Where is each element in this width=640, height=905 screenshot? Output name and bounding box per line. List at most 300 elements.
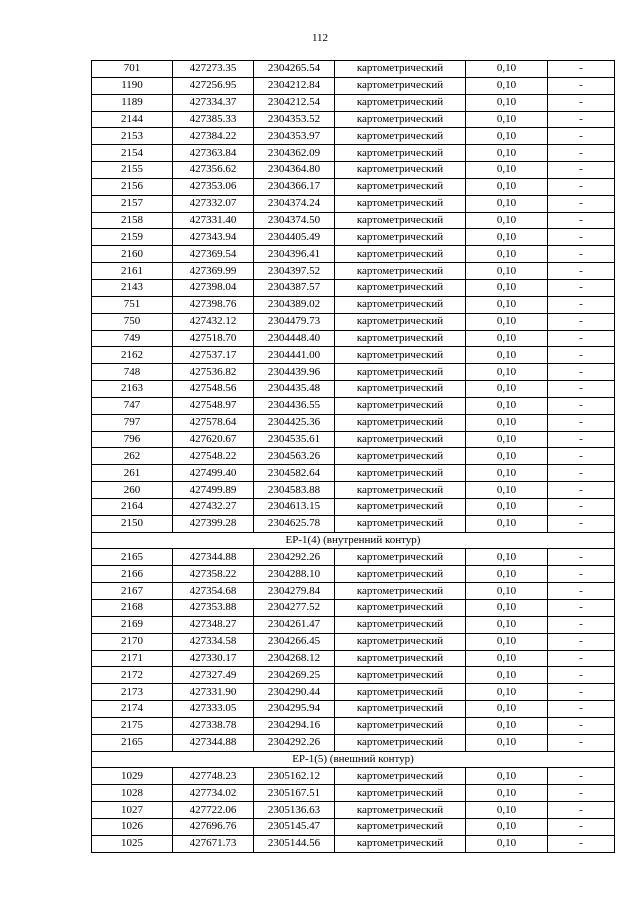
note-cell: - bbox=[548, 818, 615, 835]
note-cell: - bbox=[548, 61, 615, 78]
note-cell: - bbox=[548, 195, 615, 212]
precision-cell: 0,10 bbox=[466, 768, 548, 785]
y-coordinate-cell: 2305145.47 bbox=[254, 818, 335, 835]
y-coordinate-cell: 2304625.78 bbox=[254, 515, 335, 532]
table-row bbox=[92, 785, 615, 802]
point-number-cell: 749 bbox=[92, 330, 173, 347]
y-coordinate-cell: 2305144.56 bbox=[254, 835, 335, 852]
table-row bbox=[92, 633, 615, 650]
section-header-row bbox=[92, 751, 615, 768]
y-coordinate-cell: 2304374.24 bbox=[254, 195, 335, 212]
note-cell: - bbox=[548, 650, 615, 667]
method-cell: картометрический bbox=[335, 566, 466, 583]
precision-cell: 0,10 bbox=[466, 717, 548, 734]
method-cell: картометрический bbox=[335, 296, 466, 313]
table-row bbox=[92, 701, 615, 718]
precision-cell: 0,10 bbox=[466, 549, 548, 566]
table-row bbox=[92, 246, 615, 263]
table-row bbox=[92, 381, 615, 398]
precision-cell: 0,10 bbox=[466, 364, 548, 381]
precision-cell: 0,10 bbox=[466, 414, 548, 431]
note-cell: - bbox=[548, 313, 615, 330]
note-cell: - bbox=[548, 246, 615, 263]
point-number-cell: 2157 bbox=[92, 195, 173, 212]
x-coordinate-cell: 427344.88 bbox=[173, 549, 254, 566]
note-cell: - bbox=[548, 448, 615, 465]
table-row bbox=[92, 616, 615, 633]
x-coordinate-cell: 427748.23 bbox=[173, 768, 254, 785]
method-cell: картометрический bbox=[335, 600, 466, 617]
method-cell: картометрический bbox=[335, 482, 466, 499]
x-coordinate-cell: 427537.17 bbox=[173, 347, 254, 364]
method-cell: картометрический bbox=[335, 414, 466, 431]
y-coordinate-cell: 2304436.55 bbox=[254, 397, 335, 414]
method-cell: картометрический bbox=[335, 229, 466, 246]
method-cell: картометрический bbox=[335, 431, 466, 448]
y-coordinate-cell: 2304212.54 bbox=[254, 94, 335, 111]
table-row bbox=[92, 364, 615, 381]
point-number-cell: 750 bbox=[92, 313, 173, 330]
y-coordinate-cell: 2305136.63 bbox=[254, 802, 335, 819]
precision-cell: 0,10 bbox=[466, 111, 548, 128]
y-coordinate-cell: 2305167.51 bbox=[254, 785, 335, 802]
y-coordinate-cell: 2304389.02 bbox=[254, 296, 335, 313]
point-number-cell: 1025 bbox=[92, 835, 173, 852]
x-coordinate-cell: 427348.27 bbox=[173, 616, 254, 633]
x-coordinate-cell: 427353.06 bbox=[173, 178, 254, 195]
note-cell: - bbox=[548, 566, 615, 583]
point-number-cell: 1026 bbox=[92, 818, 173, 835]
precision-cell: 0,10 bbox=[466, 616, 548, 633]
method-cell: картометрический bbox=[335, 734, 466, 751]
y-coordinate-cell: 2304212.84 bbox=[254, 77, 335, 94]
y-coordinate-cell: 2304396.41 bbox=[254, 246, 335, 263]
table-row bbox=[92, 279, 615, 296]
x-coordinate-cell: 427671.73 bbox=[173, 835, 254, 852]
y-coordinate-cell: 2304374.50 bbox=[254, 212, 335, 229]
precision-cell: 0,10 bbox=[466, 279, 548, 296]
point-number-cell: 797 bbox=[92, 414, 173, 431]
method-cell: картометрический bbox=[335, 768, 466, 785]
x-coordinate-cell: 427722.06 bbox=[173, 802, 254, 819]
point-number-cell: 260 bbox=[92, 482, 173, 499]
precision-cell: 0,10 bbox=[466, 684, 548, 701]
x-coordinate-cell: 427354.68 bbox=[173, 583, 254, 600]
table-row bbox=[92, 717, 615, 734]
precision-cell: 0,10 bbox=[466, 448, 548, 465]
method-cell: картометрический bbox=[335, 212, 466, 229]
method-cell: картометрический bbox=[335, 448, 466, 465]
table-row bbox=[92, 178, 615, 195]
table-row bbox=[92, 162, 615, 179]
point-number-cell: 748 bbox=[92, 364, 173, 381]
page-number: 112 bbox=[311, 32, 329, 44]
x-coordinate-cell: 427338.78 bbox=[173, 717, 254, 734]
note-cell: - bbox=[548, 77, 615, 94]
x-coordinate-cell: 427620.67 bbox=[173, 431, 254, 448]
y-coordinate-cell: 2304294.16 bbox=[254, 717, 335, 734]
method-cell: картометрический bbox=[335, 835, 466, 852]
y-coordinate-cell: 2304292.26 bbox=[254, 549, 335, 566]
point-number-cell: 2175 bbox=[92, 717, 173, 734]
precision-cell: 0,10 bbox=[466, 128, 548, 145]
method-cell: картометрический bbox=[335, 111, 466, 128]
note-cell: - bbox=[548, 717, 615, 734]
y-coordinate-cell: 2304266.45 bbox=[254, 633, 335, 650]
precision-cell: 0,10 bbox=[466, 246, 548, 263]
y-coordinate-cell: 2304448.40 bbox=[254, 330, 335, 347]
point-number-cell: 2158 bbox=[92, 212, 173, 229]
table-row bbox=[92, 77, 615, 94]
y-coordinate-cell: 2304292.26 bbox=[254, 734, 335, 751]
note-cell: - bbox=[548, 296, 615, 313]
point-number-cell: 1029 bbox=[92, 768, 173, 785]
table-row bbox=[92, 145, 615, 162]
point-number-cell: 2150 bbox=[92, 515, 173, 532]
precision-cell: 0,10 bbox=[466, 330, 548, 347]
point-number-cell: 796 bbox=[92, 431, 173, 448]
y-coordinate-cell: 2304441.00 bbox=[254, 347, 335, 364]
point-number-cell: 2144 bbox=[92, 111, 173, 128]
point-number-cell: 1028 bbox=[92, 785, 173, 802]
table-row bbox=[92, 768, 615, 785]
table-row bbox=[92, 128, 615, 145]
point-number-cell: 2165 bbox=[92, 549, 173, 566]
precision-cell: 0,10 bbox=[466, 212, 548, 229]
method-cell: картометрический bbox=[335, 684, 466, 701]
note-cell: - bbox=[548, 279, 615, 296]
table-row bbox=[92, 263, 615, 280]
method-cell: картометрический bbox=[335, 633, 466, 650]
method-cell: картометрический bbox=[335, 549, 466, 566]
note-cell: - bbox=[548, 431, 615, 448]
y-coordinate-cell: 2304279.84 bbox=[254, 583, 335, 600]
table-row bbox=[92, 414, 615, 431]
note-cell: - bbox=[548, 835, 615, 852]
point-number-cell: 2171 bbox=[92, 650, 173, 667]
table-row bbox=[92, 734, 615, 751]
note-cell: - bbox=[548, 600, 615, 617]
x-coordinate-cell: 427548.97 bbox=[173, 397, 254, 414]
y-coordinate-cell: 2304405.49 bbox=[254, 229, 335, 246]
x-coordinate-cell: 427256.95 bbox=[173, 77, 254, 94]
point-number-cell: 2172 bbox=[92, 667, 173, 684]
precision-cell: 0,10 bbox=[466, 313, 548, 330]
point-number-cell: 262 bbox=[92, 448, 173, 465]
precision-cell: 0,10 bbox=[466, 802, 548, 819]
x-coordinate-cell: 427398.76 bbox=[173, 296, 254, 313]
method-cell: картометрический bbox=[335, 583, 466, 600]
note-cell: - bbox=[548, 381, 615, 398]
section-title: ЕР-1(5) (внешний контур) bbox=[92, 751, 615, 768]
table-row bbox=[92, 600, 615, 617]
y-coordinate-cell: 2304288.10 bbox=[254, 566, 335, 583]
point-number-cell: 2154 bbox=[92, 145, 173, 162]
x-coordinate-cell: 427369.99 bbox=[173, 263, 254, 280]
table-row bbox=[92, 482, 615, 499]
point-number-cell: 2170 bbox=[92, 633, 173, 650]
point-number-cell: 2155 bbox=[92, 162, 173, 179]
coordinates-table bbox=[91, 60, 615, 853]
method-cell: картометрический bbox=[335, 397, 466, 414]
x-coordinate-cell: 427432.12 bbox=[173, 313, 254, 330]
x-coordinate-cell: 427332.07 bbox=[173, 195, 254, 212]
method-cell: картометрический bbox=[335, 785, 466, 802]
method-cell: картометрический bbox=[335, 701, 466, 718]
method-cell: картометрический bbox=[335, 128, 466, 145]
x-coordinate-cell: 427331.40 bbox=[173, 212, 254, 229]
table-row bbox=[92, 583, 615, 600]
precision-cell: 0,10 bbox=[466, 263, 548, 280]
table-row bbox=[92, 498, 615, 515]
method-cell: картометрический bbox=[335, 279, 466, 296]
y-coordinate-cell: 2304265.54 bbox=[254, 61, 335, 78]
y-coordinate-cell: 2304290.44 bbox=[254, 684, 335, 701]
precision-cell: 0,10 bbox=[466, 734, 548, 751]
table-row bbox=[92, 802, 615, 819]
table-row bbox=[92, 684, 615, 701]
precision-cell: 0,10 bbox=[466, 482, 548, 499]
y-coordinate-cell: 2304387.57 bbox=[254, 279, 335, 296]
y-coordinate-cell: 2304439.96 bbox=[254, 364, 335, 381]
point-number-cell: 701 bbox=[92, 61, 173, 78]
note-cell: - bbox=[548, 734, 615, 751]
precision-cell: 0,10 bbox=[466, 145, 548, 162]
point-number-cell: 747 bbox=[92, 397, 173, 414]
note-cell: - bbox=[548, 212, 615, 229]
x-coordinate-cell: 427334.37 bbox=[173, 94, 254, 111]
note-cell: - bbox=[548, 94, 615, 111]
y-coordinate-cell: 2304435.48 bbox=[254, 381, 335, 398]
precision-cell: 0,10 bbox=[466, 583, 548, 600]
y-coordinate-cell: 2304353.97 bbox=[254, 128, 335, 145]
note-cell: - bbox=[548, 515, 615, 532]
point-number-cell: 2161 bbox=[92, 263, 173, 280]
method-cell: картометрический bbox=[335, 246, 466, 263]
x-coordinate-cell: 427334.58 bbox=[173, 633, 254, 650]
x-coordinate-cell: 427369.54 bbox=[173, 246, 254, 263]
table-row bbox=[92, 465, 615, 482]
point-number-cell: 2160 bbox=[92, 246, 173, 263]
method-cell: картометрический bbox=[335, 667, 466, 684]
note-cell: - bbox=[548, 684, 615, 701]
x-coordinate-cell: 427353.88 bbox=[173, 600, 254, 617]
precision-cell: 0,10 bbox=[466, 178, 548, 195]
method-cell: картометрический bbox=[335, 717, 466, 734]
precision-cell: 0,10 bbox=[466, 600, 548, 617]
x-coordinate-cell: 427499.89 bbox=[173, 482, 254, 499]
table-row bbox=[92, 347, 615, 364]
method-cell: картометрический bbox=[335, 94, 466, 111]
note-cell: - bbox=[548, 465, 615, 482]
method-cell: картометрический bbox=[335, 178, 466, 195]
point-number-cell: 2164 bbox=[92, 498, 173, 515]
precision-cell: 0,10 bbox=[466, 650, 548, 667]
precision-cell: 0,10 bbox=[466, 633, 548, 650]
note-cell: - bbox=[548, 482, 615, 499]
table-row bbox=[92, 515, 615, 532]
note-cell: - bbox=[548, 549, 615, 566]
x-coordinate-cell: 427734.02 bbox=[173, 785, 254, 802]
point-number-cell: 2169 bbox=[92, 616, 173, 633]
method-cell: картометрический bbox=[335, 650, 466, 667]
point-number-cell: 2143 bbox=[92, 279, 173, 296]
note-cell: - bbox=[548, 162, 615, 179]
table-row bbox=[92, 566, 615, 583]
point-number-cell: 1190 bbox=[92, 77, 173, 94]
method-cell: картометрический bbox=[335, 347, 466, 364]
point-number-cell: 1027 bbox=[92, 802, 173, 819]
method-cell: картометрический bbox=[335, 330, 466, 347]
note-cell: - bbox=[548, 347, 615, 364]
y-coordinate-cell: 2304397.52 bbox=[254, 263, 335, 280]
x-coordinate-cell: 427330.17 bbox=[173, 650, 254, 667]
precision-cell: 0,10 bbox=[466, 515, 548, 532]
y-coordinate-cell: 2304364.80 bbox=[254, 162, 335, 179]
method-cell: картометрический bbox=[335, 61, 466, 78]
note-cell: - bbox=[548, 701, 615, 718]
table-row bbox=[92, 330, 615, 347]
y-coordinate-cell: 2304295.94 bbox=[254, 701, 335, 718]
y-coordinate-cell: 2304362.09 bbox=[254, 145, 335, 162]
note-cell: - bbox=[548, 802, 615, 819]
y-coordinate-cell: 2304613.15 bbox=[254, 498, 335, 515]
x-coordinate-cell: 427273.35 bbox=[173, 61, 254, 78]
point-number-cell: 2159 bbox=[92, 229, 173, 246]
precision-cell: 0,10 bbox=[466, 835, 548, 852]
table-row bbox=[92, 650, 615, 667]
precision-cell: 0,10 bbox=[466, 667, 548, 684]
method-cell: картометрический bbox=[335, 313, 466, 330]
point-number-cell: 2168 bbox=[92, 600, 173, 617]
method-cell: картометрический bbox=[335, 616, 466, 633]
point-number-cell: 2173 bbox=[92, 684, 173, 701]
method-cell: картометрический bbox=[335, 465, 466, 482]
point-number-cell: 2162 bbox=[92, 347, 173, 364]
point-number-cell: 1189 bbox=[92, 94, 173, 111]
y-coordinate-cell: 2305162.12 bbox=[254, 768, 335, 785]
table-row bbox=[92, 212, 615, 229]
note-cell: - bbox=[548, 667, 615, 684]
y-coordinate-cell: 2304479.73 bbox=[254, 313, 335, 330]
x-coordinate-cell: 427385.33 bbox=[173, 111, 254, 128]
x-coordinate-cell: 427578.64 bbox=[173, 414, 254, 431]
x-coordinate-cell: 427432.27 bbox=[173, 498, 254, 515]
point-number-cell: 2156 bbox=[92, 178, 173, 195]
precision-cell: 0,10 bbox=[466, 347, 548, 364]
x-coordinate-cell: 427343.94 bbox=[173, 229, 254, 246]
x-coordinate-cell: 427327.49 bbox=[173, 667, 254, 684]
note-cell: - bbox=[548, 330, 615, 347]
table-row bbox=[92, 229, 615, 246]
section-header-row bbox=[92, 532, 615, 549]
note-cell: - bbox=[548, 111, 615, 128]
table-row bbox=[92, 397, 615, 414]
y-coordinate-cell: 2304261.47 bbox=[254, 616, 335, 633]
method-cell: картометрический bbox=[335, 498, 466, 515]
x-coordinate-cell: 427344.88 bbox=[173, 734, 254, 751]
precision-cell: 0,10 bbox=[466, 61, 548, 78]
point-number-cell: 2167 bbox=[92, 583, 173, 600]
x-coordinate-cell: 427399.28 bbox=[173, 515, 254, 532]
table-row bbox=[92, 549, 615, 566]
point-number-cell: 2165 bbox=[92, 734, 173, 751]
x-coordinate-cell: 427536.82 bbox=[173, 364, 254, 381]
precision-cell: 0,10 bbox=[466, 431, 548, 448]
y-coordinate-cell: 2304535.61 bbox=[254, 431, 335, 448]
x-coordinate-cell: 427363.84 bbox=[173, 145, 254, 162]
y-coordinate-cell: 2304353.52 bbox=[254, 111, 335, 128]
x-coordinate-cell: 427356.62 bbox=[173, 162, 254, 179]
x-coordinate-cell: 427548.22 bbox=[173, 448, 254, 465]
precision-cell: 0,10 bbox=[466, 818, 548, 835]
note-cell: - bbox=[548, 768, 615, 785]
note-cell: - bbox=[548, 178, 615, 195]
coordinates-table-body bbox=[92, 61, 615, 853]
x-coordinate-cell: 427333.05 bbox=[173, 701, 254, 718]
note-cell: - bbox=[548, 364, 615, 381]
note-cell: - bbox=[548, 397, 615, 414]
precision-cell: 0,10 bbox=[466, 296, 548, 313]
table-row bbox=[92, 313, 615, 330]
table-row bbox=[92, 61, 615, 78]
note-cell: - bbox=[548, 583, 615, 600]
y-coordinate-cell: 2304563.26 bbox=[254, 448, 335, 465]
precision-cell: 0,10 bbox=[466, 465, 548, 482]
method-cell: картометрический bbox=[335, 162, 466, 179]
method-cell: картометрический bbox=[335, 195, 466, 212]
precision-cell: 0,10 bbox=[466, 195, 548, 212]
y-coordinate-cell: 2304366.17 bbox=[254, 178, 335, 195]
precision-cell: 0,10 bbox=[466, 229, 548, 246]
x-coordinate-cell: 427518.70 bbox=[173, 330, 254, 347]
precision-cell: 0,10 bbox=[466, 701, 548, 718]
method-cell: картометрический bbox=[335, 145, 466, 162]
method-cell: картометрический bbox=[335, 381, 466, 398]
y-coordinate-cell: 2304269.25 bbox=[254, 667, 335, 684]
note-cell: - bbox=[548, 616, 615, 633]
x-coordinate-cell: 427499.40 bbox=[173, 465, 254, 482]
table-row bbox=[92, 667, 615, 684]
point-number-cell: 751 bbox=[92, 296, 173, 313]
note-cell: - bbox=[548, 785, 615, 802]
point-number-cell: 2174 bbox=[92, 701, 173, 718]
x-coordinate-cell: 427331.90 bbox=[173, 684, 254, 701]
x-coordinate-cell: 427358.22 bbox=[173, 566, 254, 583]
note-cell: - bbox=[548, 145, 615, 162]
precision-cell: 0,10 bbox=[466, 498, 548, 515]
x-coordinate-cell: 427398.04 bbox=[173, 279, 254, 296]
method-cell: картометрический bbox=[335, 263, 466, 280]
table-row bbox=[92, 818, 615, 835]
method-cell: картометрический bbox=[335, 364, 466, 381]
precision-cell: 0,10 bbox=[466, 162, 548, 179]
point-number-cell: 2166 bbox=[92, 566, 173, 583]
method-cell: картометрический bbox=[335, 515, 466, 532]
y-coordinate-cell: 2304583.88 bbox=[254, 482, 335, 499]
precision-cell: 0,10 bbox=[466, 94, 548, 111]
note-cell: - bbox=[548, 633, 615, 650]
x-coordinate-cell: 427548.56 bbox=[173, 381, 254, 398]
precision-cell: 0,10 bbox=[466, 785, 548, 802]
table-row bbox=[92, 94, 615, 111]
method-cell: картометрический bbox=[335, 802, 466, 819]
x-coordinate-cell: 427696.76 bbox=[173, 818, 254, 835]
precision-cell: 0,10 bbox=[466, 566, 548, 583]
y-coordinate-cell: 2304425.36 bbox=[254, 414, 335, 431]
point-number-cell: 2153 bbox=[92, 128, 173, 145]
note-cell: - bbox=[548, 414, 615, 431]
